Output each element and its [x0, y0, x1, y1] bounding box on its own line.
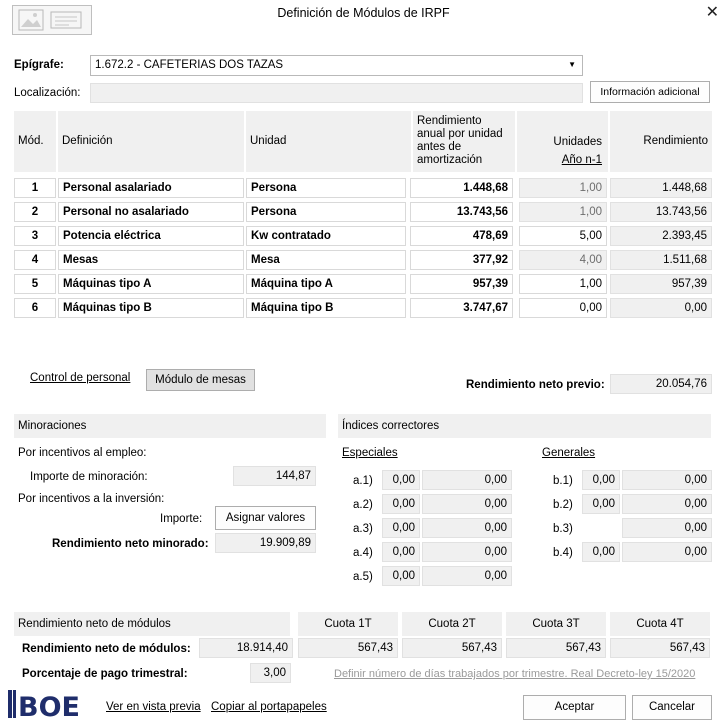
cell-rendimiento-anual: 1.448,68: [410, 178, 513, 198]
cell-mod: 6: [14, 298, 56, 318]
header-anio-link[interactable]: Año n-1: [561, 154, 602, 166]
especial-value-2: 0,00: [422, 542, 512, 562]
cuota-value: 567,43: [610, 638, 710, 658]
header-definicion: Definición: [58, 111, 244, 172]
modulos-header: Rendimiento neto de módulos: [14, 612, 290, 636]
cell-unidad: Persona: [246, 202, 406, 222]
general-value-1: 0,00: [582, 494, 620, 514]
copiar-portapapeles-link[interactable]: Copiar al portapapeles: [211, 701, 327, 713]
cell-unidades[interactable]: 0,00: [519, 298, 607, 318]
cell-definicion: Personal asalariado: [58, 178, 244, 198]
especial-value-2: 0,00: [422, 470, 512, 490]
importe-minoracion-label: Importe de minoración:: [30, 471, 148, 483]
indices-header: Índices correctores: [338, 414, 711, 438]
boe-logo-text: BOE: [18, 692, 80, 720]
generales-title: Generales: [542, 447, 596, 459]
cell-unidad: Kw contratado: [246, 226, 406, 246]
cell-rendimiento-anual: 478,69: [410, 226, 513, 246]
importe-minoracion-value: 144,87: [233, 466, 316, 486]
porcentaje-value: 3,00: [250, 663, 291, 683]
cuota-value: 567,43: [298, 638, 398, 658]
especial-value-2: 0,00: [422, 494, 512, 514]
cell-mod: 3: [14, 226, 56, 246]
header-unidades: [517, 111, 608, 172]
cell-unidades: 1,00: [519, 178, 607, 198]
cuota-header: Cuota 1T: [298, 612, 398, 636]
general-value-1: 0,00: [582, 470, 620, 490]
cell-definicion: Potencia eléctrica: [58, 226, 244, 246]
cell-definicion: Máquinas tipo A: [58, 274, 244, 294]
cell-mod: 4: [14, 250, 56, 270]
cancelar-button[interactable]: Cancelar: [632, 695, 712, 720]
cell-mod: 5: [14, 274, 56, 294]
cell-rendimiento: 0,00: [610, 298, 712, 318]
especiales-title: Especiales: [342, 447, 398, 459]
chevron-down-icon: ▼: [568, 60, 576, 69]
boe-logo: [8, 688, 83, 720]
importe-label: Importe:: [160, 513, 203, 525]
rend-modulos-label: Rendimiento neto de módulos:: [22, 643, 191, 655]
header-rendimiento: Rendimiento: [610, 111, 712, 172]
epigrafe-label: Epígrafe:: [14, 59, 64, 71]
cuota-header: Cuota 3T: [506, 612, 606, 636]
especial-label: a.3): [353, 523, 373, 535]
cuota-header: Cuota 2T: [402, 612, 502, 636]
localizacion-label: Localización:: [14, 87, 81, 99]
cuota-value: 567,43: [506, 638, 606, 658]
especial-label: a.4): [353, 547, 373, 559]
general-value-2: 0,00: [622, 518, 712, 538]
window-title: Definición de Módulos de IRPF: [277, 6, 450, 20]
header-rendimiento-anual: Rendimiento anual por unidad antes de amortización: [413, 111, 515, 172]
especial-value-1: 0,00: [382, 470, 420, 490]
cell-rendimiento: 13.743,56: [610, 202, 712, 222]
cell-unidad: Mesa: [246, 250, 406, 270]
especial-label: a.1): [353, 475, 373, 487]
aceptar-button[interactable]: Aceptar: [523, 695, 626, 720]
modulo-mesas-button[interactable]: Módulo de mesas: [146, 369, 255, 391]
close-icon[interactable]: ✕: [705, 4, 719, 21]
rend-neto-minorado-value: 19.909,89: [215, 533, 316, 553]
minoraciones-header: Minoraciones: [14, 414, 326, 438]
cell-unidad: Máquina tipo A: [246, 274, 406, 294]
cell-unidades[interactable]: 1,00: [519, 274, 607, 294]
rend-neto-previo-value: 20.054,76: [610, 374, 712, 394]
cell-rendimiento: 1.511,68: [610, 250, 712, 270]
especial-value-2: 0,00: [422, 566, 512, 586]
localizacion-field: [90, 83, 583, 103]
cell-unidad: Máquina tipo B: [246, 298, 406, 318]
general-value-2: 0,00: [622, 470, 712, 490]
cell-unidades: 4,00: [519, 250, 607, 270]
cuota-value: 567,43: [402, 638, 502, 658]
incentivos-inversion-label: Por incentivos a la inversión:: [18, 493, 165, 505]
cell-rendimiento-anual: 957,39: [410, 274, 513, 294]
epigrafe-value: 1.672.2 - CAFETERIAS DOS TAZAS: [95, 59, 284, 71]
cell-mod: 1: [14, 178, 56, 198]
cell-unidad: Persona: [246, 178, 406, 198]
cell-rendimiento: 1.448,68: [610, 178, 712, 198]
cell-definicion: Personal no asalariado: [58, 202, 244, 222]
header-unidades-label: Unidades: [553, 136, 602, 148]
especial-label: a.5): [353, 571, 373, 583]
especial-value-1: 0,00: [382, 542, 420, 562]
informacion-adicional-button[interactable]: Información adicional: [590, 81, 710, 103]
rend-neto-previo-label: Rendimiento neto previo:: [466, 379, 605, 391]
vista-previa-link[interactable]: Ver en vista previa: [106, 701, 201, 713]
incentivos-empleo-label: Por incentivos al empleo:: [18, 447, 147, 459]
especial-value-1: 0,00: [382, 566, 420, 586]
cell-rendimiento-anual: 13.743,56: [410, 202, 513, 222]
cell-unidades: 1,00: [519, 202, 607, 222]
cell-definicion: Mesas: [58, 250, 244, 270]
general-value-1: 0,00: [582, 542, 620, 562]
control-personal-link[interactable]: Control de personal: [30, 372, 131, 384]
cuota-header: Cuota 4T: [610, 612, 710, 636]
cell-rendimiento: 957,39: [610, 274, 712, 294]
general-value-2: 0,00: [622, 542, 712, 562]
cell-rendimiento: 2.393,45: [610, 226, 712, 246]
especial-label: a.2): [353, 499, 373, 511]
general-label: b.3): [553, 523, 573, 535]
definir-dias-link[interactable]: Definir número de días trabajados por trimestre. Real Decreto-ley 15/2020: [334, 668, 696, 680]
cell-mod: 2: [14, 202, 56, 222]
cell-rendimiento-anual: 377,92: [410, 250, 513, 270]
general-label: b.4): [553, 547, 573, 559]
porcentaje-label: Porcentaje de pago trimestral:: [22, 668, 188, 680]
general-value-2: 0,00: [622, 494, 712, 514]
general-label: b.1): [553, 475, 573, 487]
especial-value-2: 0,00: [422, 518, 512, 538]
general-label: b.2): [553, 499, 573, 511]
rend-modulos-value: 18.914,40: [199, 638, 293, 658]
cell-rendimiento-anual: 3.747,67: [410, 298, 513, 318]
cell-unidades[interactable]: 5,00: [519, 226, 607, 246]
asignar-valores-button[interactable]: Asignar valores: [215, 506, 316, 530]
epigrafe-select[interactable]: [90, 55, 583, 76]
especial-value-1: 0,00: [382, 518, 420, 538]
header-mod: Mód.: [14, 111, 56, 172]
especial-value-1: 0,00: [382, 494, 420, 514]
cell-definicion: Máquinas tipo B: [58, 298, 244, 318]
rend-neto-minorado-label: Rendimiento neto minorado:: [52, 538, 209, 550]
header-unidad: Unidad: [246, 111, 411, 172]
